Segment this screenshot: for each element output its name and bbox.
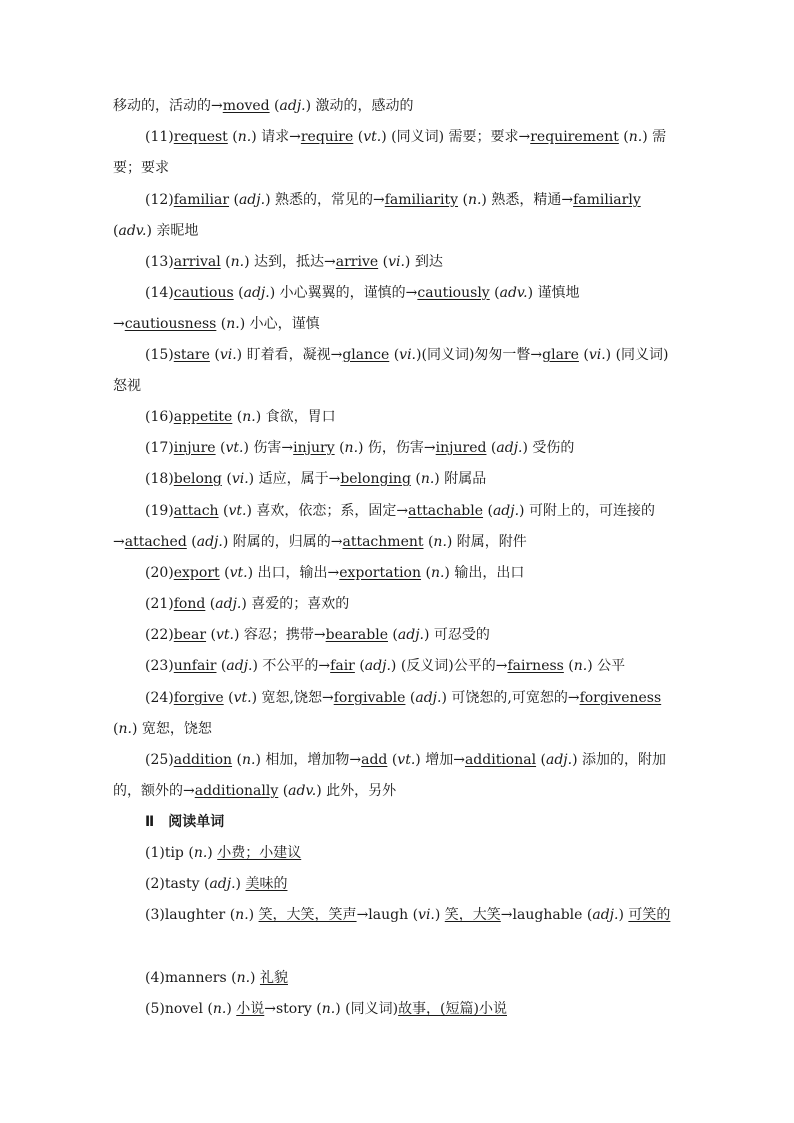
text-segment: ) 输出，出口 [444,565,525,581]
answer-word: familiarly [573,192,641,208]
text-segment: ( [113,223,119,239]
part-of-speech: n. [241,752,256,768]
entry-unfair [113,651,678,682]
text-segment: ( [233,285,244,301]
part-of-speech: adj. [243,285,270,301]
part-of-speech: adj. [238,192,266,208]
text-segment: (22) [145,627,174,643]
text-segment: ( [563,658,574,674]
entry-injure [113,433,678,464]
text-segment: ) [226,1001,237,1017]
answer-word: stare [173,347,210,363]
part-of-speech: n. [628,129,643,145]
text-segment: ( [486,440,497,456]
answer-word: fairness [507,658,564,674]
entry-cautious [113,278,678,340]
part-of-speech: adj. [546,752,573,768]
answer-word: attached [124,534,187,550]
part-of-speech: n. [467,192,482,208]
text-segment: →story ( [264,1001,322,1017]
answer-word: request [173,129,228,145]
answer-word: attachable [408,503,484,519]
text-segment: (25) [145,752,174,768]
answer-word: bearable [325,627,388,643]
part-of-speech: vi. [418,907,435,923]
text-segment: ( [423,534,434,550]
text-segment: ) 小心翼翼的，谨慎的→ [269,285,418,301]
text-segment: ) 熟悉的，常见的→ [265,192,385,208]
text-segment: ( [458,192,468,208]
part-of-speech: adj. [226,658,253,674]
text-segment: ( [209,347,220,363]
answer-word: injured [435,440,487,456]
answer-word: 笑，大笑 [444,907,501,923]
entry-forgive [113,683,678,745]
part-of-speech: adj. [196,534,223,550]
part-of-speech: adj. [496,440,523,456]
part-of-speech: adv. [499,285,528,301]
entry-moved-continuation [113,91,678,122]
part-of-speech: n. [118,721,132,737]
answer-word: familiar [173,192,230,208]
text-segment: (1)tip ( [145,845,194,861]
text-segment: ) [434,907,445,923]
text-segment: ) 容忍；携带→ [233,627,326,643]
text-segment: ( [216,658,227,674]
part-of-speech: n. [242,409,256,425]
text-segment: (20) [145,565,174,581]
answer-word: 笑，大笑，笑声 [258,907,357,923]
text-segment: (15) [145,347,174,363]
text-segment: ) 请求→ [251,129,301,145]
text-segment: ( [186,534,197,550]
text-segment: ) 宽恕，饶恕 [131,721,212,737]
answer-word: cautiously [417,285,490,301]
entry-stare [113,340,678,402]
text-segment: ( [232,752,242,768]
text-segment: ) (同义词) 需要；要求→ [381,129,531,145]
answer-word: exportation [339,565,422,581]
part-of-speech: adj. [364,658,391,674]
part-of-speech: n. [193,845,208,861]
answer-word: 小费；小建议 [217,845,302,861]
text-segment: ) 宽恕,饶恕→ [251,690,334,706]
text-segment: (21) [145,596,174,612]
text-segment: ( [378,254,389,270]
text-segment: ) [250,970,260,986]
text-segment: ( [229,192,239,208]
text-segment: ) 出口，输出→ [247,565,340,581]
part-of-speech: adj. [279,98,306,114]
part-of-speech: n. [321,1001,336,1017]
answer-word: cautiousness [124,316,217,332]
answer-word: belonging [340,471,411,487]
entry-arrival [113,247,678,278]
text-segment: ) 附属，附件 [446,534,527,550]
entry-fond [113,589,678,620]
text-segment: ) 可附上的，可连接的→ [113,503,655,550]
text-segment: ( [113,721,119,737]
part-of-speech: vi. [219,347,237,363]
part-of-speech: n. [236,970,251,986]
entry-familiar [113,185,678,247]
text-segment: ( [205,596,216,612]
part-of-speech: vt. [225,440,244,456]
text-segment: (17) [145,440,174,456]
part-of-speech: n. [430,565,445,581]
text-segment: ( [216,316,227,332]
answer-word: forgivable [333,690,406,706]
text-segment: ) 需要；要求 [113,129,667,176]
answer-word: injury [293,440,335,456]
text-segment: ) 添加的，附加的，额外的→ [113,752,667,799]
answer-word: attachment [342,534,424,550]
text-segment: ( [223,690,234,706]
part-of-speech: vt. [228,503,247,519]
text-segment: ( [219,565,230,581]
text-segment: ( [232,409,243,425]
text-segment: (19) [145,503,174,519]
text-segment: ( [269,98,280,114]
entry-request [113,122,678,184]
text-segment: ) 此外，另外 [316,783,397,799]
text-segment: ( [405,690,416,706]
text-segment: ( [220,254,231,270]
part-of-speech: n. [237,129,252,145]
part-of-speech: adj. [592,907,619,923]
text-segment: ) 可忍受的 [424,627,490,643]
text-segment: ) 伤害→ [243,440,294,456]
answer-word: 礼貌 [259,970,288,986]
text-segment: ( [206,627,216,643]
part-of-speech: n. [230,254,245,270]
text-segment: ) [235,876,246,892]
answer-word: export [173,565,220,581]
part-of-speech: n. [226,316,240,332]
answer-word: 小说 [236,1001,265,1017]
text-segment: 移动的，活动的→ [113,98,223,114]
part-of-speech: n. [235,907,249,923]
text-segment: ( [387,627,398,643]
answer-word: cautious [173,285,234,301]
part-of-speech: vt. [233,690,252,706]
part-of-speech: adj. [215,596,242,612]
text-segment: (24) [145,690,174,706]
answer-word: requirement [530,129,619,145]
answer-word: appetite [173,409,233,425]
entry-addition [113,745,678,807]
text-segment: (13) [145,254,174,270]
part-of-speech: vt. [397,752,416,768]
text-segment: ) 达到，抵达→ [244,254,336,270]
text-segment: (12) [145,192,174,208]
text-segment: ) 激动的，感动的 [305,98,414,114]
text-segment: ) 附属品 [434,471,487,487]
text-segment: (3)laughter ( [145,907,236,923]
text-segment: ) 谨慎地→ [113,285,580,332]
answer-word: additionally [194,783,279,799]
text-segment: ( [215,440,226,456]
text-segment: ( [278,783,289,799]
entry-appetite [113,402,678,433]
text-segment: (5)novel ( [145,1001,213,1017]
entry-bear [113,620,678,651]
text-segment: ) (反义词)公平的→ [390,658,508,674]
text-segment: ( [483,503,493,519]
entry-novel [113,994,678,1025]
text-segment: ( [387,752,398,768]
answer-word: forgiveness [579,690,662,706]
text-segment: →laughable ( [500,907,593,923]
text-segment: ( [410,471,421,487]
answer-word: 美味的 [245,876,288,892]
text-segment: ) [248,907,259,923]
text-segment: ) 喜欢，依恋；系，固定→ [246,503,409,519]
answer-word: glare [542,347,579,363]
text-segment: ( [227,129,238,145]
text-segment: ( [218,503,229,519]
text-segment: ( [353,129,364,145]
text-segment: ) 附属的，归属的→ [222,534,343,550]
text-segment: ) 熟悉，精通→ [481,192,574,208]
part-of-speech: adj. [415,690,442,706]
answer-word: familiarity [384,192,459,208]
answer-word: 可笑的 [628,907,671,923]
text-segment: ( [489,285,500,301]
text-segment: ( [578,347,589,363]
text-segment: ) 公平 [587,658,626,674]
text-segment: ) 盯着看，凝视→ [236,347,343,363]
answer-word: forgive [173,690,224,706]
text-segment: ) 小心，谨慎 [239,316,320,332]
part-of-speech: adj. [492,503,520,519]
text-segment: ) [618,907,629,923]
text-segment: (2)tasty ( [145,876,210,892]
part-of-speech: vi. [399,347,417,363]
text-segment: ( [354,658,365,674]
part-of-speech: n. [433,534,447,550]
answer-word: arrive [335,254,379,270]
answer-word: fair [330,658,355,674]
text-segment: ) 不公平的→ [252,658,331,674]
answer-word: 故事，(短篇)小说 [398,1001,507,1017]
section-heading-reading-words [113,807,678,838]
text-segment: (4)manners ( [145,970,237,986]
text-segment: ( [536,752,546,768]
text-segment: (11) [145,129,174,145]
text-segment: ) (同义词)怒视 [113,347,669,394]
answer-word: belong [173,471,222,487]
entry-belong [113,464,678,495]
part-of-speech: vi. [588,347,606,363]
text-segment: ) (同义词) [335,1001,399,1017]
text-segment: ) 相加，增加物→ [255,752,362,768]
text-segment: (14) [145,285,174,301]
text-segment: ( [334,440,345,456]
entry-tip [113,838,678,869]
part-of-speech: vt. [215,627,234,643]
text-segment: ) 到达 [404,254,443,270]
text-segment: )(同义词)匆匆一瞥→ [416,347,543,363]
answer-word: moved [222,98,270,114]
answer-word: additional [464,752,537,768]
part-of-speech: adj. [209,876,236,892]
answer-word: fond [173,596,206,612]
part-of-speech: vi. [388,254,405,270]
text-segment: ) 可饶恕的,可宽恕的→ [441,690,580,706]
text-segment: ) [207,845,218,861]
part-of-speech: vi. [231,471,249,487]
entry-export [113,558,678,589]
text-segment: (23) [145,658,174,674]
entry-manners [113,963,678,994]
text-segment: ) 受伤的 [522,440,575,456]
text-segment: ) 喜爱的；喜欢的 [241,596,350,612]
part-of-speech: vt. [229,565,248,581]
part-of-speech: n. [344,440,359,456]
part-of-speech: n. [212,1001,227,1017]
text-segment: ( [421,565,431,581]
answer-word: injure [173,440,216,456]
text-segment: ) 食欲，胃口 [255,409,336,425]
text-segment: (16) [145,409,174,425]
answer-word: add [361,752,388,768]
entry-attach [113,496,678,558]
entry-tasty [113,869,678,900]
text-segment: ) 亲昵地 [146,223,199,239]
answer-word: arrival [173,254,221,270]
part-of-speech: vt. [363,129,382,145]
text-segment: ) 伤，伤害→ [358,440,436,456]
answer-word: attach [173,503,219,519]
text-segment: (18) [145,471,174,487]
answer-word: glance [342,347,390,363]
text-segment: →laugh ( [356,907,419,923]
answer-word: bear [173,627,207,643]
part-of-speech: adj. [397,627,425,643]
text-segment: ) 适应，属于→ [248,471,341,487]
part-of-speech: adv. [288,783,317,799]
text-segment: ( [618,129,629,145]
answer-word: unfair [173,658,217,674]
text-segment: ( [221,471,232,487]
answer-word: require [300,129,354,145]
section-heading-text: Ⅱ 阅读单词 [145,814,225,830]
entry-laughter [113,900,678,931]
answer-word: addition [173,752,233,768]
part-of-speech: adv. [118,223,147,239]
text-segment: ) 增加→ [415,752,465,768]
text-segment: ( [389,347,400,363]
part-of-speech: n. [420,471,435,487]
part-of-speech: n. [573,658,588,674]
